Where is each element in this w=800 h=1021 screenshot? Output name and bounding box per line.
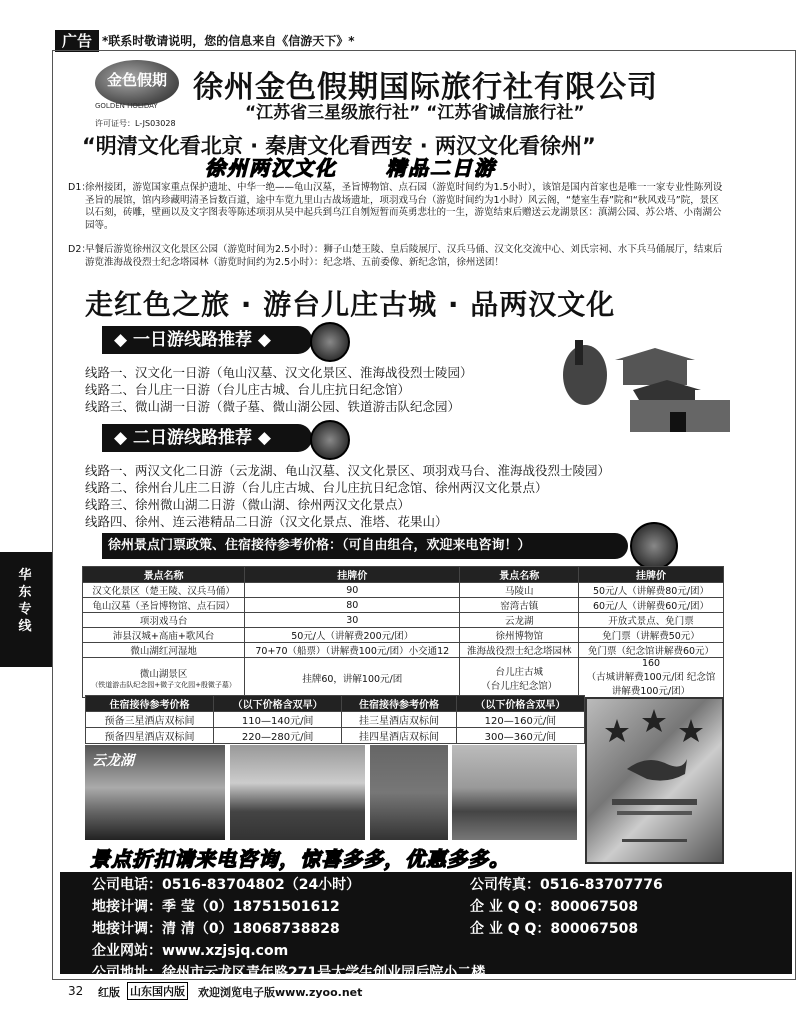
cell-line: 讲解费100元/团） <box>611 686 691 697</box>
list-item: 线路四、徐州、连云港精品二日游（汉文化景点、淮塔、花果山） <box>85 514 448 529</box>
photo-caption: 云龙湖 <box>92 753 134 769</box>
day1-tag: D1： <box>68 182 91 193</box>
table-cell: 220—280元/间 <box>214 728 342 744</box>
one-day-banner: ◆ 一日游线路推荐 ◆ <box>102 326 312 354</box>
footer-website[interactable]: 欢迎浏览电子版www.zyoo.net <box>198 986 363 999</box>
table-header: （以下价格含双早） <box>214 696 342 712</box>
table-cell: 沛县汉城+高庙+歌风台 <box>83 628 245 643</box>
page-number: 32 <box>68 984 84 998</box>
table-cell: 预备三星酒店双标间 <box>86 712 214 728</box>
horse-statue-photo <box>230 745 365 840</box>
planner-2: 地接计调：清 清（0）18068738828 <box>92 921 340 937</box>
table-cell: 徐州博物馆 <box>460 628 579 643</box>
ad-note: *联系时敬请说明，您的信息来自《信游天下》* <box>102 34 355 48</box>
memorial-hall-photo <box>452 745 577 840</box>
table-cell: 挂三星酒店双标间 <box>342 712 457 728</box>
list-item: 线路一、两汉文化二日游（云龙湖、龟山汉墓、汉文化景区、项羽戏马台、淮海战役烈士陵园） <box>85 463 611 478</box>
table-cell: 300—360元/间 <box>456 728 584 744</box>
table-cell: 60元/人（讲解费60元/团） <box>579 598 724 613</box>
seal-icon <box>310 322 350 362</box>
channel-label: 山东国内版 <box>127 982 188 1000</box>
tour-title: 徐州两汉文化 精品二日游 <box>205 156 496 180</box>
company-fax: 公司传真：0516-83707776 <box>470 877 663 893</box>
table-cell: 70+70（船票）（讲解费100元/团）小交通12 <box>245 643 460 658</box>
table-row <box>83 583 724 598</box>
two-day-banner: ◆ 二日游线路推荐 ◆ <box>102 424 312 452</box>
seal-icon <box>310 420 350 460</box>
table-row <box>86 728 585 744</box>
table-header: 挂牌价 <box>245 567 460 583</box>
table-cell: 120—160元/间 <box>456 712 584 728</box>
company-logo <box>95 60 179 106</box>
list-item: 线路三、微山湖一日游（微子墓、微山湖公园、铁道游击队纪念园） <box>85 399 461 414</box>
table-header: （以下价格含双早） <box>456 696 584 712</box>
table-cell: 云龙湖 <box>460 613 579 628</box>
edition-label: 红版 <box>98 986 120 999</box>
table-cell: 马陵山 <box>460 583 579 598</box>
table-header-row <box>83 567 724 583</box>
seal-icon <box>630 522 678 570</box>
table-cell: 免门票（讲解费50元） <box>579 628 724 643</box>
company-name: 徐州金色假期国际旅行社有限公司 <box>193 70 658 105</box>
table-cell: 开放式景点、免门票 <box>579 613 724 628</box>
table-cell: 窑湾古镇 <box>460 598 579 613</box>
price-banner: 徐州景点门票政策、住宿接待参考价格：（可自由组合，欢迎来电咨询！） <box>102 533 628 559</box>
table-header: 景点名称 <box>83 567 245 583</box>
cell-subline: （铁道游击队纪念园+微子文化园+殷微子墓） <box>91 680 236 689</box>
table-cell: 50元/人（讲解费200元/团） <box>245 628 460 643</box>
company-address: 公司地址：徐州市云龙区青年路271号大学生创业园后院小二楼 <box>92 965 486 981</box>
cell-line: （古城讲解费100元/团 纪念馆 <box>586 672 716 683</box>
culture-slogan: “明清文化看北京 · 秦唐文化看西安 · 两汉文化看徐州” <box>82 134 596 158</box>
table-cell: 微山湖红河湿地 <box>83 643 245 658</box>
company-website[interactable]: 企业网站：www.xzjsjq.com <box>92 943 289 959</box>
cell-line: 160 <box>641 658 661 669</box>
itinerary-day2 <box>68 244 725 269</box>
table-header: 景点名称 <box>460 567 579 583</box>
hotel-price-table <box>85 695 585 744</box>
table-header: 住宿接待参考价格 <box>86 696 214 712</box>
award-plaque <box>585 697 724 864</box>
red-tour-slogan: 走红色之旅 · 游台儿庄古城 · 品两汉文化 <box>85 288 616 321</box>
one-day-routes <box>85 364 473 415</box>
table-cell: 龟山汉墓（圣旨博物馆、点石园） <box>83 598 245 613</box>
ticket-price-table <box>82 566 724 698</box>
ad-label: 广告 <box>55 30 99 52</box>
table-cell <box>83 658 245 698</box>
cell-line: 台儿庄古城 <box>495 666 543 678</box>
cell-line: 微山湖景区 <box>139 668 188 680</box>
table-cell <box>579 658 724 698</box>
table-header: 挂牌价 <box>579 567 724 583</box>
logo-text: 金色假期 <box>106 71 167 89</box>
monuments-picture <box>555 330 730 440</box>
table-row <box>83 658 724 698</box>
table-row <box>83 613 724 628</box>
table-cell: 淮海战役烈士纪念塔园林 <box>460 643 579 658</box>
license-number: 许可证号：L-JS03028 <box>95 119 176 128</box>
company-phone: 公司电话：0516-83704802（24小时） <box>92 877 361 893</box>
day2-tag: D2： <box>68 244 91 255</box>
table-cell: 挂牌60，讲解100元/团 <box>245 658 460 698</box>
cell-subline: （台儿庄纪念馆） <box>481 680 558 692</box>
table-header-row <box>86 696 585 712</box>
table-header: 住宿接待参考价格 <box>342 696 457 712</box>
certifications: “江苏省三星级旅行社” “江苏省诚信旅行社” <box>245 103 585 123</box>
table-cell: 90 <box>245 583 460 598</box>
list-item: 线路二、台儿庄一日游（台儿庄古城、台儿庄抗日纪念馆） <box>85 382 411 397</box>
company-qq-1: 企 业 Q Q：800067508 <box>470 899 639 915</box>
table-cell: 110—140元/间 <box>214 712 342 728</box>
table-row <box>83 643 724 658</box>
day1-text: 徐州接团，游览国家重点保护遗址、中华一绝——龟山汉墓，圣旨博物馆、点石园（游览时间约为1.5小时），该馆是国内首家也是唯一一家专业性陈列设圣旨的展馆，馆内珍藏明清圣旨数百道，途中车览九里山古战场遗址，项羽戏马台（游览时间约为1小时）风云阁，“楚室生春”院和“秋风戏马”院，景区以石刻，砖雕，壁画以及文字图表等陈述项羽从吴中起兵到乌江自刎短暂而英勇悲壮的一生，游览结束后赠送云龙湖景区：滇湖公园、苏公塔、小南湖公园等。 <box>85 182 723 231</box>
discount-notice: 景点折扣请来电咨询，惊喜多多，优惠多多。 <box>90 847 510 871</box>
table-row <box>83 628 724 643</box>
planner-1: 地接计调：季 莹（0）18751501612 <box>92 899 340 915</box>
list-item: 线路一、汉文化一日游（龟山汉墓、汉文化景区、淮海战役烈士陵园） <box>85 365 473 380</box>
table-cell: 预备四星酒店双标间 <box>86 728 214 744</box>
list-item: 线路三、徐州微山湖二日游（微山湖、徐州两汉文化景点） <box>85 497 411 512</box>
two-day-routes <box>85 462 610 530</box>
logo-caption: GOLDEN HOLIDAY <box>95 102 158 110</box>
contact-right <box>470 874 663 940</box>
list-item: 线路二、徐州台儿庄二日游（台儿庄古城、台儿庄抗日纪念馆、徐州两汉文化景点） <box>85 480 548 495</box>
table-cell: 80 <box>245 598 460 613</box>
table-row <box>83 598 724 613</box>
day2-text: 早餐后游览徐州汉文化景区公园（游览时间为2.5小时）：狮子山楚王陵、皇后陵展厅、汉兵马俑、汉文化交流中心、刘氏宗祠、水下兵马俑展厅，结束后游览淮海战役烈士纪念塔园林（游览时间约为2.5小时）：纪念塔、五前委像、新纪念馆，徐州送团！ <box>85 244 723 268</box>
table-cell: 免门票（纪念馆讲解费60元） <box>579 643 724 658</box>
table-cell: 30 <box>245 613 460 628</box>
side-tab-label: 华东专线 <box>18 568 32 634</box>
company-qq-2: 企 业 Q Q：800067508 <box>470 921 639 937</box>
contact-left <box>92 874 485 984</box>
itinerary-day1 <box>68 182 725 232</box>
table-row <box>86 712 585 728</box>
table-cell: 50元/人（讲解费80元/团） <box>579 583 724 598</box>
terracotta-photo <box>370 745 448 840</box>
table-cell: 汉文化景区（楚王陵、汉兵马俑） <box>83 583 245 598</box>
table-cell: 项羽戏马台 <box>83 613 245 628</box>
table-cell <box>460 658 579 698</box>
table-cell: 挂四星酒店双标间 <box>342 728 457 744</box>
